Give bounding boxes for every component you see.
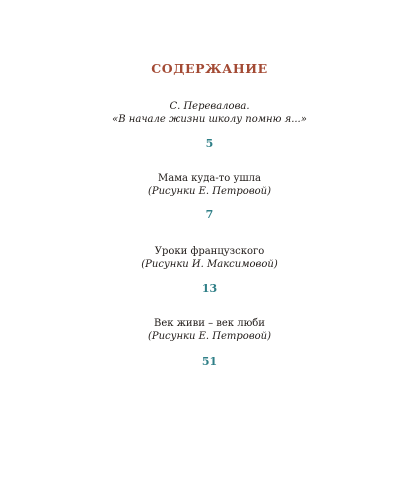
toc-entry-title: Век живи – век люби <box>154 318 265 329</box>
toc-page-number-4: 51 <box>201 355 218 368</box>
toc-page-number-2: 7 <box>205 208 214 221</box>
toc-entry-3 <box>0 245 419 271</box>
toc-entry-illustrator: (Рисунки Е. Петровой) <box>147 186 272 197</box>
toc-entry-4 <box>0 317 419 343</box>
toc-entry-author: С. Перевалова. <box>169 101 250 112</box>
toc-entry-title: Уроки французского <box>154 246 265 257</box>
toc-entry-1 <box>0 100 419 126</box>
toc-entry-title: Мама куда-то ушла <box>158 173 261 184</box>
toc-entry-2 <box>0 172 419 198</box>
toc-entry-title: «В начале жизни школу помню я...» <box>112 114 307 125</box>
toc-page-number-1: 5 <box>205 137 214 150</box>
toc-heading: СОДЕРЖАНИЕ <box>151 61 268 76</box>
toc-entry-illustrator: (Рисунки Е. Петровой) <box>147 331 272 342</box>
toc-entry-illustrator: (Рисунки И. Максимовой) <box>141 259 278 270</box>
toc-page-number-3: 13 <box>201 282 218 295</box>
